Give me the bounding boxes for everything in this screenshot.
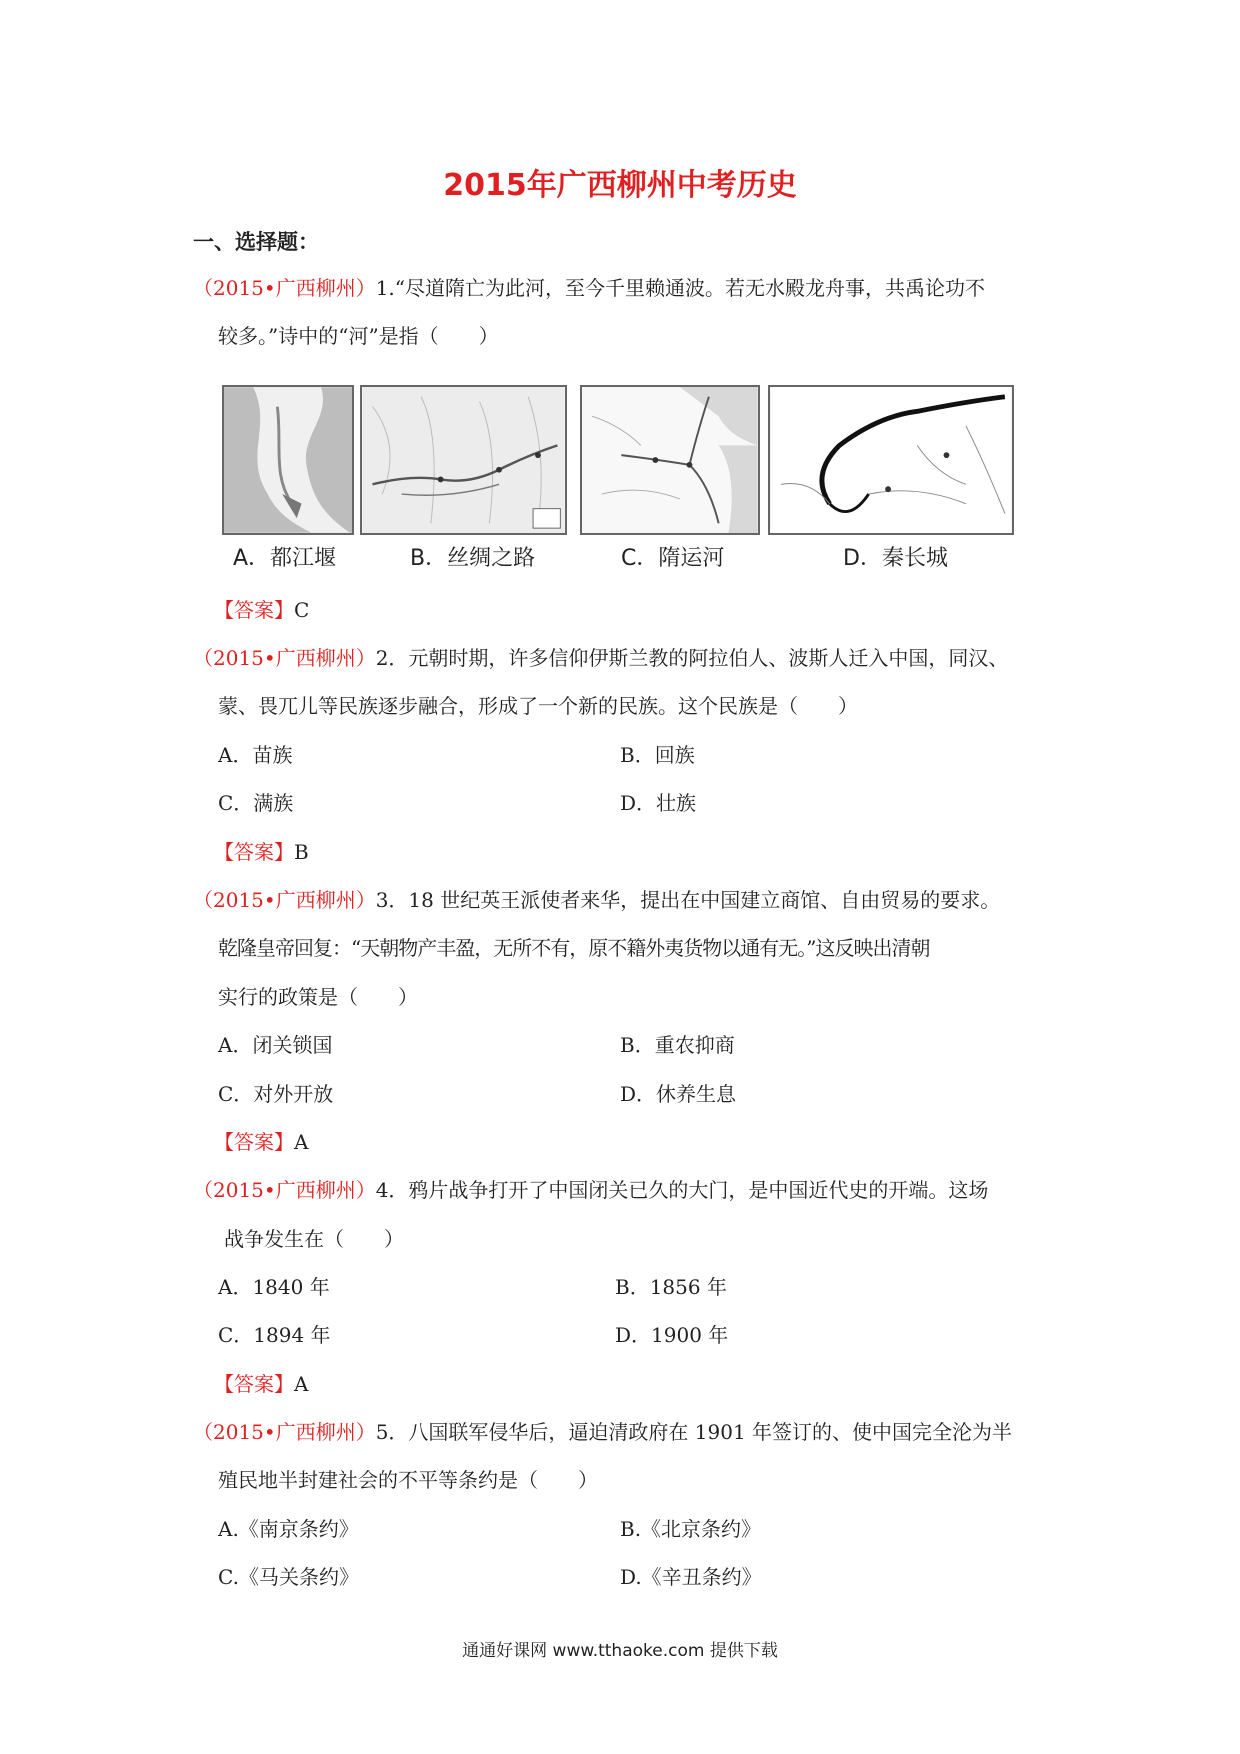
question-3-option-b: B．重农抑商 [620, 1033, 735, 1057]
question-4-line-1 [193, 1176, 988, 1204]
answer-label: 【答案】 [214, 598, 294, 622]
question-1-line-1 [193, 274, 985, 302]
answer-label: 【答案】 [214, 840, 294, 864]
question-5-option-c: C.《马关条约》 [218, 1565, 359, 1589]
map-silk-road [360, 385, 567, 535]
question-3-answer [214, 1128, 308, 1156]
question-4-text: 4．鸦片战争打开了中国闭关已久的大门，是中国近代史的开端。这场 [375, 1178, 989, 1202]
question-3-line-2: 乾隆皇帝回复：“天朝物产丰盈，无所不有，原不籍外夷货物以通有无。”这反映出清朝 [218, 936, 930, 960]
question-4-answer [214, 1370, 308, 1398]
source-tag: （2015•广西柳州） [193, 1178, 376, 1202]
question-2-option-a: A．苗族 [218, 743, 293, 767]
answer-label: 【答案】 [214, 1130, 294, 1154]
map-caption-b: B．丝绸之路 [410, 546, 536, 571]
source-tag: （2015•广西柳州） [193, 276, 376, 300]
page-title: 2015年广西柳州中考历史 [443, 168, 797, 203]
question-5-option-b: B.《北京条约》 [620, 1517, 762, 1541]
question-5-option-d: D.《辛丑条约》 [620, 1565, 762, 1589]
question-3-text: 3．18 世纪英王派使者来华，提出在中国建立商馆、自由贸易的要求。 [375, 888, 1001, 912]
question-4-option-c: C．1894 年 [218, 1323, 331, 1347]
question-2-answer [214, 838, 309, 866]
question-1-line-2: 较多。”诗中的“河”是指（ ） [218, 324, 499, 348]
question-5-text: 5．八国联军侵华后，逼迫清政府在 1901 年签订的、使中国完全沦为半 [375, 1420, 1013, 1444]
question-3-option-a: A．闭关锁国 [218, 1033, 333, 1057]
source-tag: （2015•广西柳州） [193, 646, 376, 670]
question-5-line-2: 殖民地半封建社会的不平等条约是（ ） [218, 1468, 598, 1492]
question-4-line-2: 战争发生在（ ） [224, 1227, 404, 1251]
map-caption-c: C．隋运河 [621, 546, 725, 571]
question-3-line-3: 实行的政策是（ ） [218, 985, 418, 1009]
question-4-option-b: B．1856 年 [615, 1275, 727, 1299]
sui-canal-map-image [582, 387, 758, 533]
map-sui-canal [580, 385, 760, 535]
question-2-option-c: C．满族 [218, 791, 294, 815]
question-2-option-b: B．回族 [620, 743, 695, 767]
source-tag: （2015•广西柳州） [193, 888, 376, 912]
great-wall-map-image [770, 387, 1012, 533]
answer-label: 【答案】 [214, 1372, 294, 1396]
question-2-option-d: D．壮族 [620, 791, 697, 815]
answer-value: C [294, 598, 310, 622]
map-dujiangyan [222, 385, 354, 535]
section-heading: 一、选择题： [193, 230, 319, 254]
question-3-line-1 [193, 886, 1000, 914]
page-footer[interactable]: 通通好课网 www.tthaoke.com 提供下载 [462, 1641, 778, 1661]
dujiangyan-map-image [224, 387, 352, 533]
question-5-line-1 [193, 1418, 1012, 1446]
question-2-line-1 [193, 644, 1008, 672]
question-2-text: 2．元朝时期，许多信仰伊斯兰教的阿拉伯人、波斯人迁入中国，同汉、 [375, 646, 1009, 670]
map-caption-a: A．都江堰 [233, 546, 337, 571]
question-4-option-d: D．1900 年 [615, 1323, 729, 1347]
answer-value: B [294, 840, 309, 864]
answer-value: A [294, 1372, 309, 1396]
question-2-line-2: 蒙、畏兀儿等民族逐步融合，形成了一个新的民族。这个民族是（ ） [218, 694, 858, 718]
question-1-answer [214, 596, 309, 624]
question-3-option-c: C．对外开放 [218, 1082, 334, 1106]
map-qin-great-wall [768, 385, 1014, 535]
answer-value: A [294, 1130, 309, 1154]
question-4-option-a: A．1840 年 [218, 1275, 330, 1299]
map-caption-d: D．秦长城 [843, 546, 948, 571]
question-1-text: 1.“尽道隋亡为此河，至今千里赖通波。若无水殿龙舟事，共禹论功不 [375, 276, 986, 300]
source-tag: （2015•广西柳州） [193, 1420, 376, 1444]
silk-road-map-image [362, 387, 565, 533]
question-5-option-a: A.《南京条约》 [218, 1517, 359, 1541]
question-3-option-d: D．休养生息 [620, 1082, 737, 1106]
